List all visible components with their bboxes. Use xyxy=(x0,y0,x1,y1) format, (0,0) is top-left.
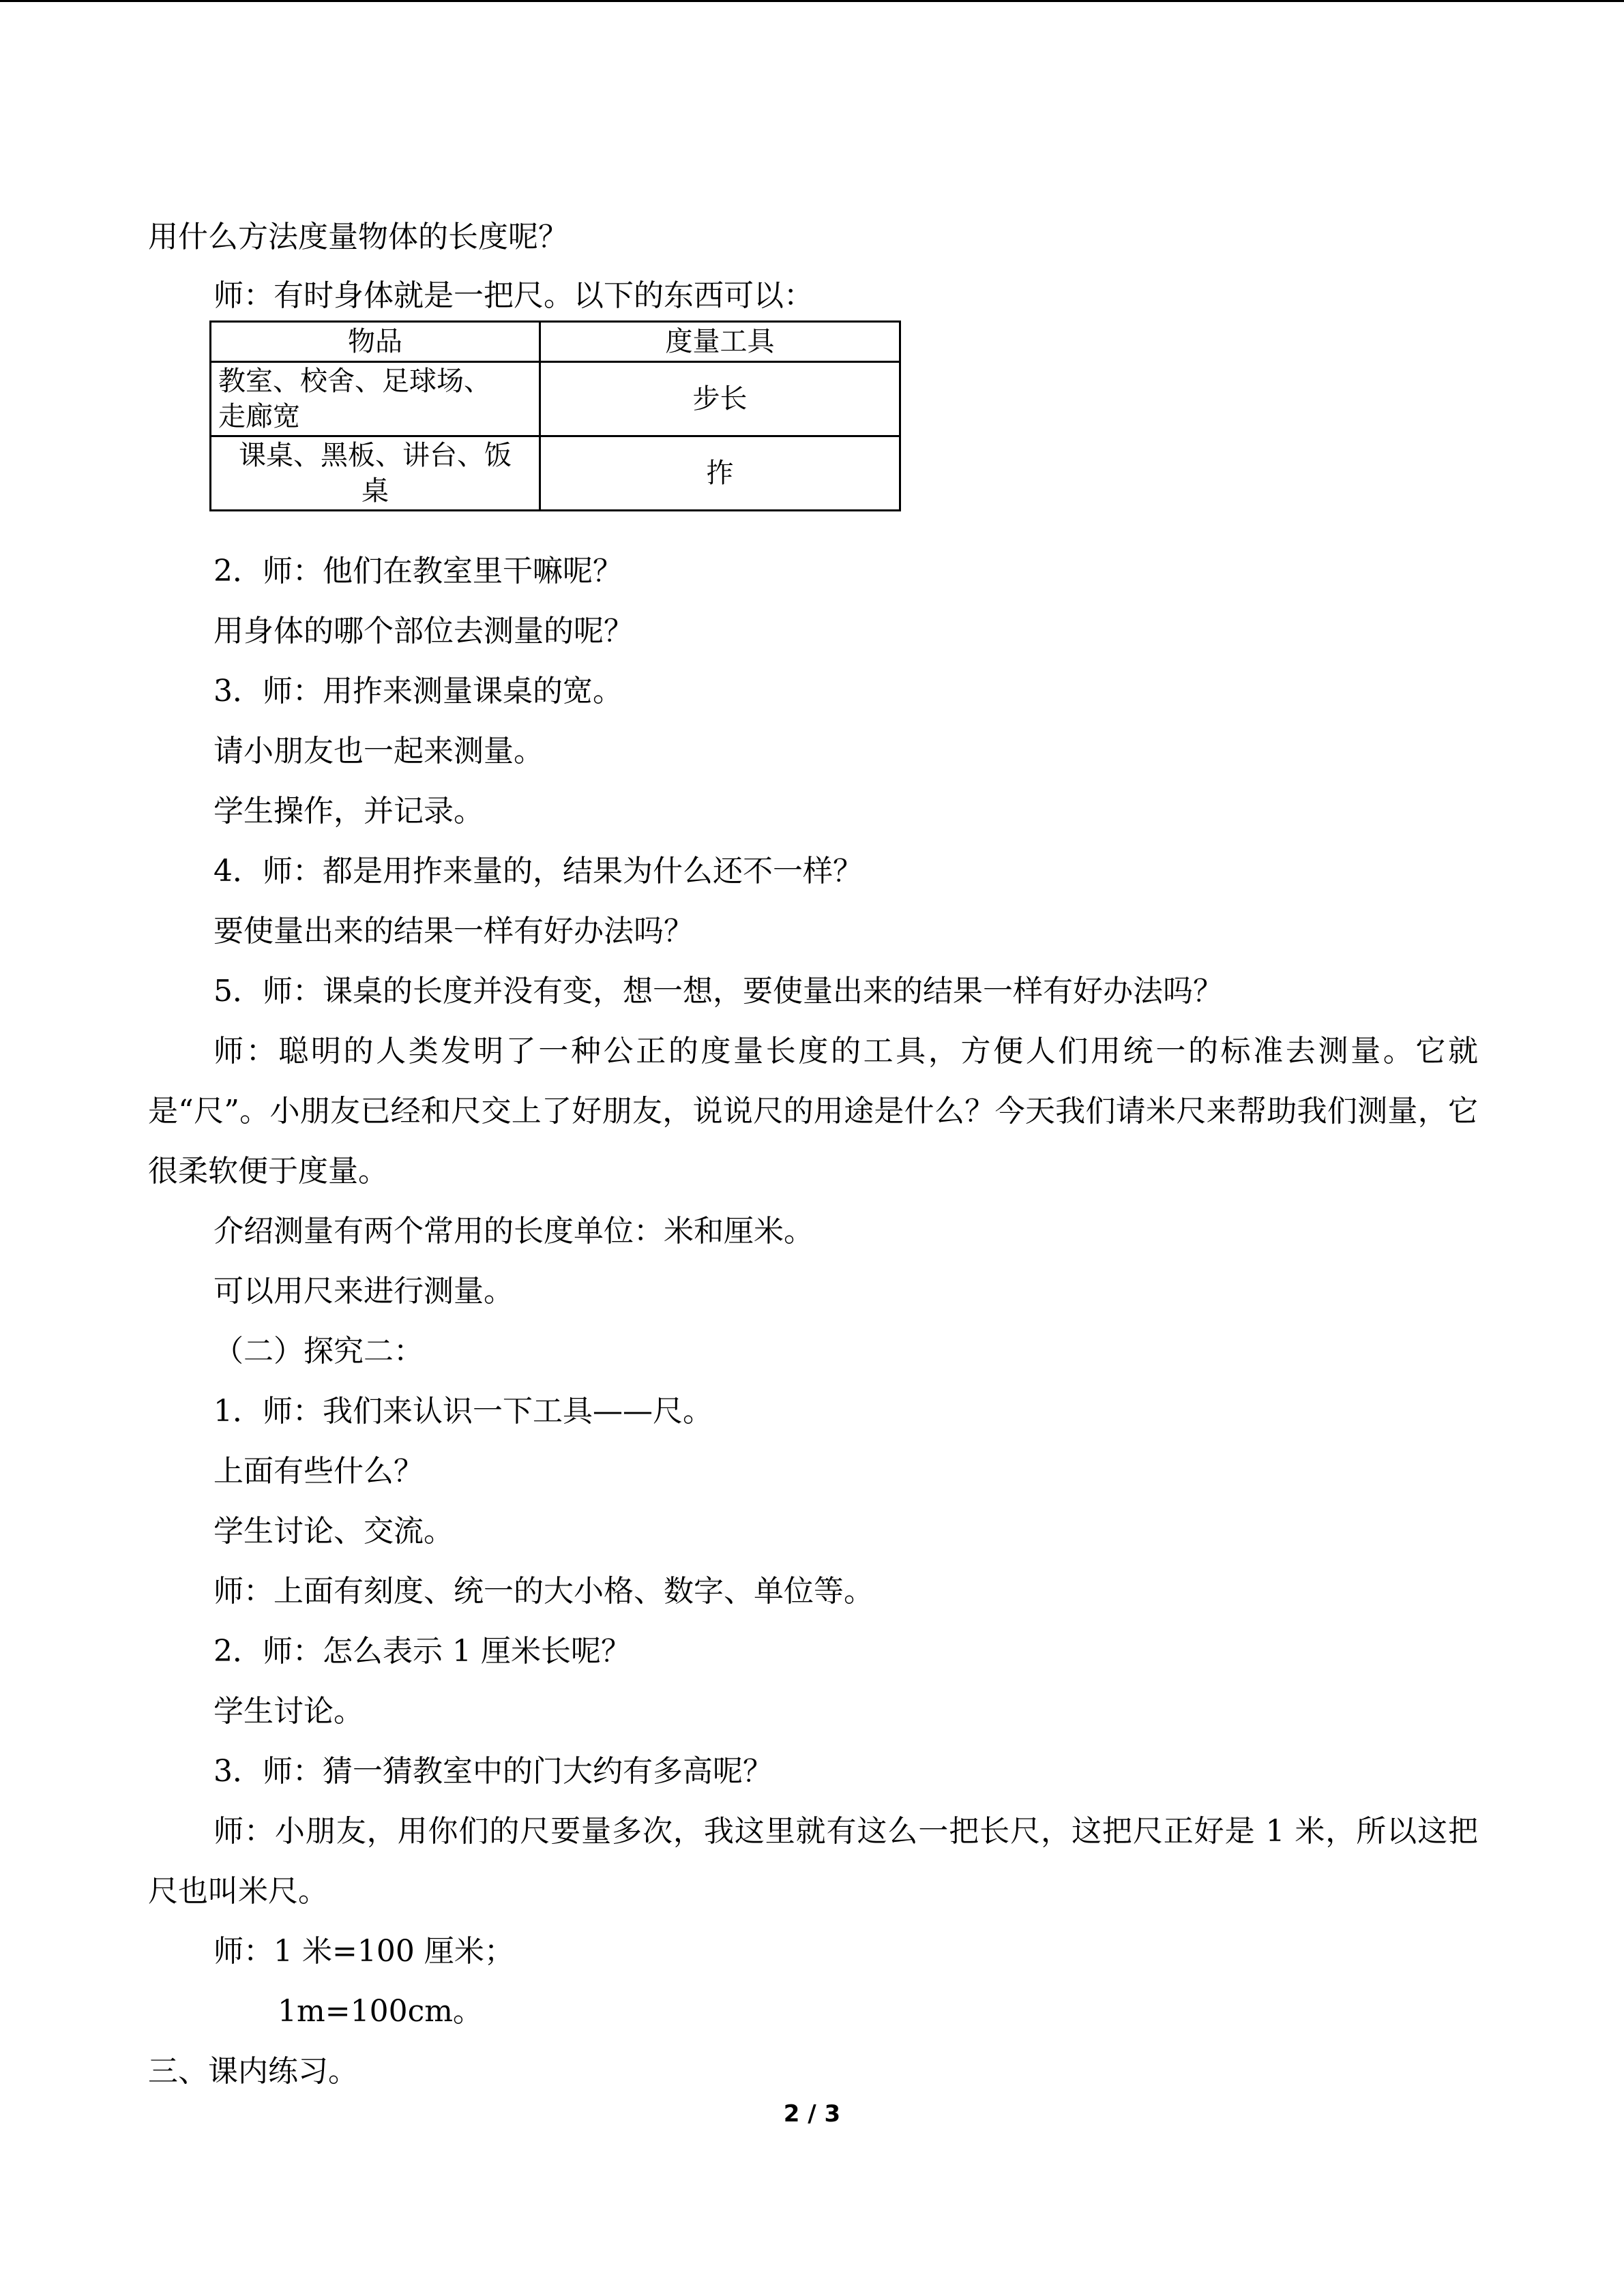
cell-text-line: 走廊宽 xyxy=(218,401,300,432)
paragraph-line: 1m=100cm。 xyxy=(278,1994,483,2029)
table-row xyxy=(211,436,900,511)
paragraph-line: 请小朋友也一起来测量。 xyxy=(213,734,544,769)
paragraph-line: 师：1 米=100 厘米； xyxy=(213,1934,514,1969)
table-row xyxy=(211,362,900,436)
section-heading: 三、课内练习。 xyxy=(148,2054,358,2089)
cell-text-line: 桌 xyxy=(361,475,389,507)
paragraph-line: 5．师：课桌的长度并没有变，想一想，要使量出来的结果一样有好办法吗？ xyxy=(213,974,1223,1009)
paragraph-line: 学生讨论。 xyxy=(213,1694,364,1729)
paragraph-line: 师：上面有刻度、统一的大小格、数字、单位等。 xyxy=(213,1574,874,1609)
table-header-tool: 度量工具 xyxy=(540,322,900,362)
paragraph-line: 3．师：用拃来测量课桌的宽。 xyxy=(213,674,623,709)
cell-text-line: 课桌、黑板、讲台、饭 xyxy=(239,440,512,471)
paragraph-line: 上面有些什么？ xyxy=(213,1454,424,1489)
paragraph-line: 1．师：我们来认识一下工具——尺。 xyxy=(213,1394,713,1429)
paragraph-multiline: 师：聪明的人类发明了一种公正的度量长度的工具，方便人们用统一的标准去测量。它就是“尺”。小朋友已经和尺交上了好朋友，说说尺的用途是什么？今天我们请米尺来帮助我们测量，它很柔软便于度量。 xyxy=(148,1034,1478,1189)
paragraph-line: 用什么方法度量物体的长度呢？ xyxy=(148,220,568,254)
paragraph-line: 可以用尺来进行测量。 xyxy=(213,1274,514,1309)
paragraph-line: 用身体的哪个部位去测量的呢？ xyxy=(213,614,634,648)
paragraph-line: 学生讨论、交流。 xyxy=(213,1514,454,1549)
measurement-table xyxy=(209,320,901,511)
table-header-row xyxy=(211,322,900,362)
table-cell-item xyxy=(211,436,540,511)
table-cell-tool: 步长 xyxy=(540,362,900,436)
paragraph-line: 要使量出来的结果一样有好办法吗？ xyxy=(213,914,694,949)
section-heading: （二）探究二： xyxy=(213,1334,424,1369)
paragraph-line: 介绍测量有两个常用的长度单位：米和厘米。 xyxy=(213,1214,814,1249)
paragraph-line: 2．师：他们在教室里干嘛呢？ xyxy=(213,554,623,588)
table-cell-tool: 拃 xyxy=(540,436,900,511)
paragraph-line: 师：有时身体就是一把尺。以下的东西可以： xyxy=(213,278,814,313)
paragraph-line: 3．师：猜一猜教室中的门大约有多高呢？ xyxy=(213,1754,773,1789)
table-cell-item xyxy=(211,362,540,436)
paragraph-line: 2．师：怎么表示 1 厘米长呢？ xyxy=(213,1634,631,1669)
paragraph-line: 4．师：都是用拃来量的，结果为什么还不一样？ xyxy=(213,854,863,889)
paragraph-line: 学生操作，并记录。 xyxy=(213,794,484,829)
paragraph-multiline: 师：小朋友，用你们的尺要量多次，我这里就有这么一把长尺，这把尺正好是 1 米，所以这把尺也叫米尺。 xyxy=(148,1814,1478,1909)
table-header-item: 物品 xyxy=(211,322,540,362)
cell-text-line: 教室、校舍、足球场、 xyxy=(218,366,491,397)
page-number: 2 / 3 xyxy=(783,2100,841,2128)
